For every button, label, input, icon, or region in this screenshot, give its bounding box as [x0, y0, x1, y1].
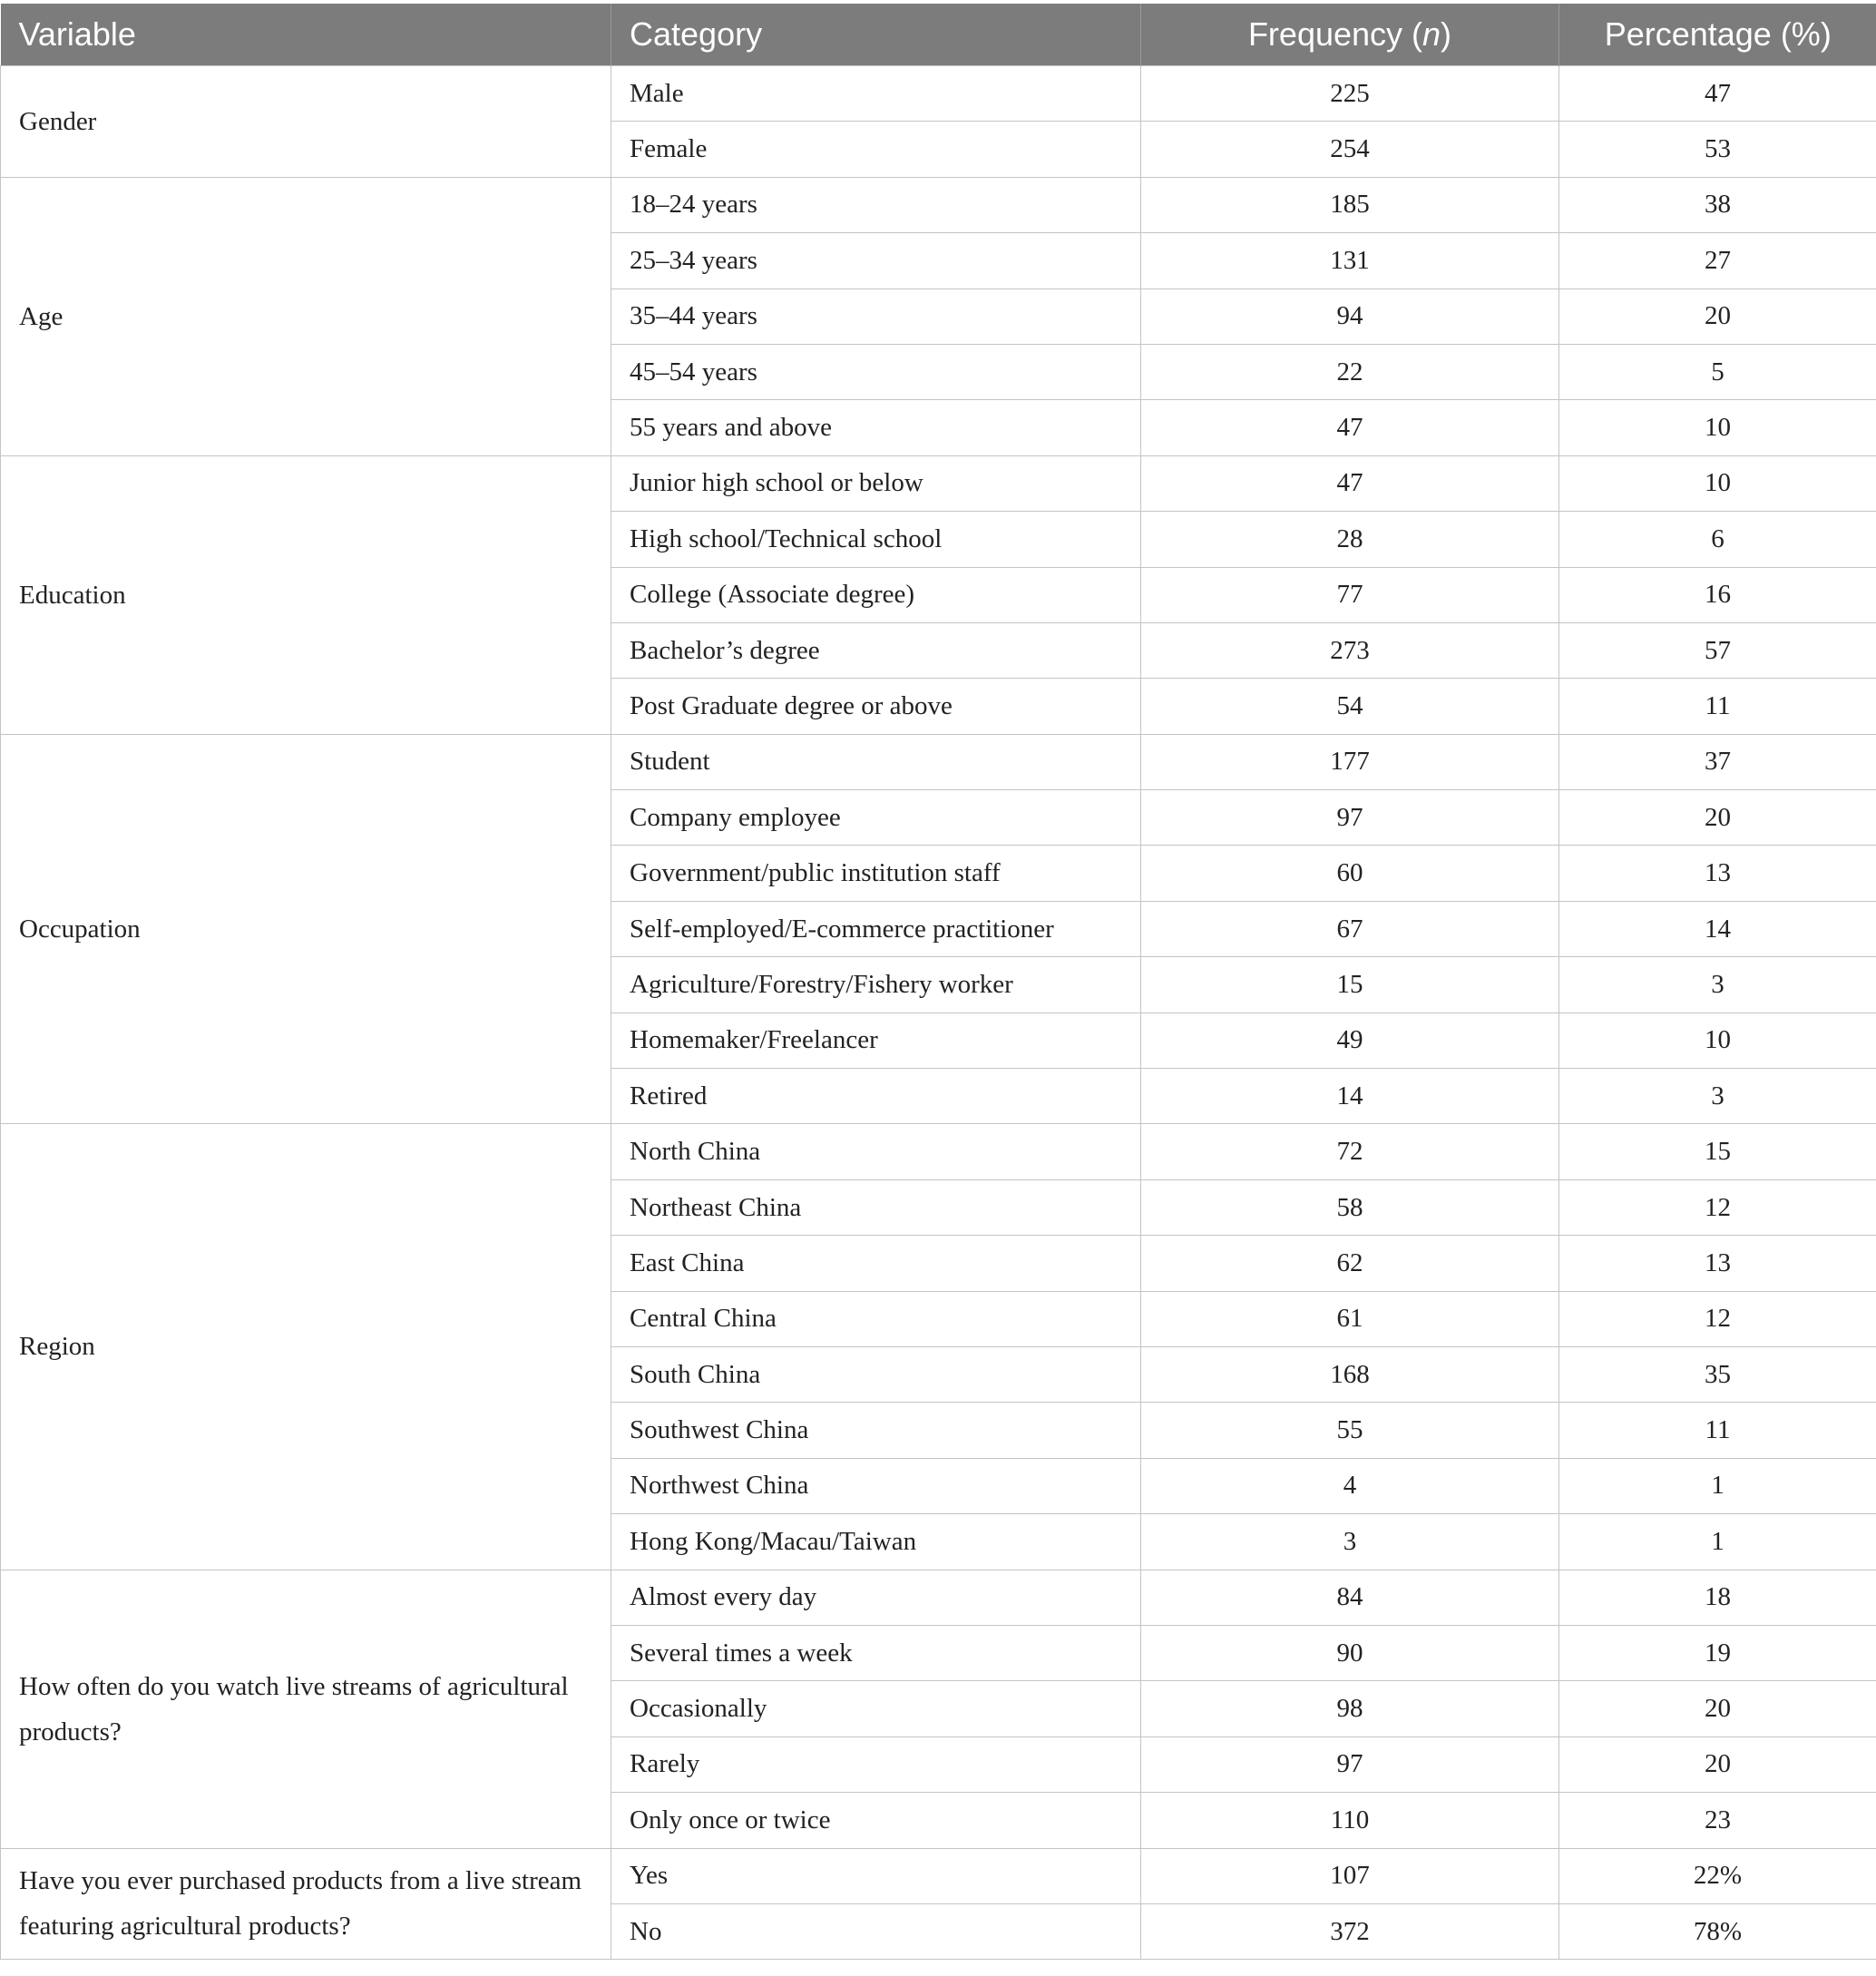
category-cell: Rarely	[611, 1736, 1141, 1792]
frequency-cell: 225	[1141, 66, 1559, 122]
category-cell: 25–34 years	[611, 233, 1141, 289]
percentage-cell: 5	[1559, 344, 1876, 399]
table-row	[1, 177, 1876, 232]
category-cell: Junior high school or below	[611, 455, 1141, 511]
category-cell: Company employee	[611, 790, 1141, 846]
header-frequency-n: n	[1422, 15, 1441, 53]
category-cell: Southwest China	[611, 1403, 1141, 1458]
category-cell: Northeast China	[611, 1179, 1141, 1235]
percentage-cell: 27	[1559, 233, 1876, 289]
variable-cell: Education	[1, 455, 611, 734]
category-cell: Several times a week	[611, 1625, 1141, 1680]
percentage-cell: 57	[1559, 622, 1876, 678]
frequency-cell: 94	[1141, 289, 1559, 344]
percentage-cell: 13	[1559, 1236, 1876, 1291]
frequency-cell: 90	[1141, 1625, 1559, 1680]
header-row	[1, 4, 1876, 66]
percentage-cell: 22%	[1559, 1848, 1876, 1903]
demographics-table-wrapper	[0, 4, 1876, 1960]
frequency-cell: 55	[1141, 1403, 1559, 1458]
category-cell: Student	[611, 734, 1141, 789]
frequency-cell: 98	[1141, 1681, 1559, 1736]
frequency-cell: 110	[1141, 1793, 1559, 1848]
percentage-cell: 3	[1559, 957, 1876, 1012]
frequency-cell: 4	[1141, 1458, 1559, 1513]
header-frequency	[1141, 4, 1559, 66]
percentage-cell: 1	[1559, 1458, 1876, 1513]
table-header	[1, 4, 1876, 66]
category-cell: 35–44 years	[611, 289, 1141, 344]
variable-cell: Have you ever purchased products from a live stream featuring agricultural products?	[1, 1848, 611, 1960]
category-cell: 45–54 years	[611, 344, 1141, 399]
frequency-cell: 84	[1141, 1570, 1559, 1625]
frequency-cell: 72	[1141, 1124, 1559, 1179]
table-row	[1, 66, 1876, 122]
percentage-cell: 78%	[1559, 1903, 1876, 1959]
percentage-cell: 10	[1559, 1012, 1876, 1068]
variable-cell: Region	[1, 1124, 611, 1570]
frequency-cell: 14	[1141, 1069, 1559, 1124]
variable-cell: How often do you watch live streams of agricultural products?	[1, 1570, 611, 1848]
percentage-cell: 38	[1559, 177, 1876, 232]
category-cell: Northwest China	[611, 1458, 1141, 1513]
category-cell: North China	[611, 1124, 1141, 1179]
frequency-cell: 28	[1141, 512, 1559, 567]
frequency-cell: 372	[1141, 1903, 1559, 1959]
table-row	[1, 1570, 1876, 1625]
frequency-cell: 168	[1141, 1346, 1559, 1402]
table-body	[1, 66, 1876, 1960]
variable-cell: Age	[1, 177, 611, 455]
percentage-cell: 23	[1559, 1793, 1876, 1848]
category-cell: Almost every day	[611, 1570, 1141, 1625]
header-frequency-prefix: Frequency (	[1247, 15, 1423, 53]
frequency-cell: 107	[1141, 1848, 1559, 1903]
frequency-cell: 22	[1141, 344, 1559, 399]
percentage-cell: 15	[1559, 1124, 1876, 1179]
frequency-cell: 97	[1141, 790, 1559, 846]
frequency-cell: 62	[1141, 1236, 1559, 1291]
frequency-cell: 15	[1141, 957, 1559, 1012]
demographics-table	[0, 4, 1876, 1960]
percentage-cell: 10	[1559, 455, 1876, 511]
category-cell: High school/Technical school	[611, 512, 1141, 567]
percentage-cell: 35	[1559, 1346, 1876, 1402]
percentage-cell: 20	[1559, 790, 1876, 846]
frequency-cell: 3	[1141, 1514, 1559, 1570]
percentage-cell: 12	[1559, 1291, 1876, 1346]
table-row	[1, 1124, 1876, 1179]
frequency-cell: 49	[1141, 1012, 1559, 1068]
header-category: Category	[611, 4, 1141, 66]
percentage-cell: 1	[1559, 1514, 1876, 1570]
category-cell: College (Associate degree)	[611, 567, 1141, 622]
category-cell: Central China	[611, 1291, 1141, 1346]
frequency-cell: 185	[1141, 177, 1559, 232]
category-cell: No	[611, 1903, 1141, 1959]
percentage-cell: 20	[1559, 1681, 1876, 1736]
percentage-cell: 11	[1559, 679, 1876, 734]
category-cell: Only once or twice	[611, 1793, 1141, 1848]
category-cell: South China	[611, 1346, 1141, 1402]
category-cell: Homemaker/Freelancer	[611, 1012, 1141, 1068]
category-cell: Retired	[611, 1069, 1141, 1124]
percentage-cell: 19	[1559, 1625, 1876, 1680]
percentage-cell: 18	[1559, 1570, 1876, 1625]
frequency-cell: 67	[1141, 901, 1559, 956]
variable-cell: Occupation	[1, 734, 611, 1124]
percentage-cell: 53	[1559, 122, 1876, 177]
percentage-cell: 11	[1559, 1403, 1876, 1458]
frequency-cell: 131	[1141, 233, 1559, 289]
category-cell: Hong Kong/Macau/Taiwan	[611, 1514, 1141, 1570]
frequency-cell: 60	[1141, 846, 1559, 901]
header-percentage: Percentage (%)	[1559, 4, 1876, 66]
percentage-cell: 3	[1559, 1069, 1876, 1124]
table-row	[1, 1848, 1876, 1903]
frequency-cell: 58	[1141, 1179, 1559, 1235]
category-cell: Male	[611, 66, 1141, 122]
percentage-cell: 16	[1559, 567, 1876, 622]
category-cell: Occasionally	[611, 1681, 1141, 1736]
category-cell: Yes	[611, 1848, 1141, 1903]
percentage-cell: 14	[1559, 901, 1876, 956]
percentage-cell: 47	[1559, 66, 1876, 122]
variable-cell: Gender	[1, 66, 611, 178]
percentage-cell: 20	[1559, 289, 1876, 344]
frequency-cell: 77	[1141, 567, 1559, 622]
percentage-cell: 20	[1559, 1736, 1876, 1792]
frequency-cell: 47	[1141, 455, 1559, 511]
category-cell: East China	[611, 1236, 1141, 1291]
header-frequency-suffix: )	[1441, 15, 1452, 53]
header-variable: Variable	[1, 4, 611, 66]
frequency-cell: 47	[1141, 400, 1559, 455]
frequency-cell: 97	[1141, 1736, 1559, 1792]
percentage-cell: 37	[1559, 734, 1876, 789]
category-cell: Government/public institution staff	[611, 846, 1141, 901]
category-cell: Agriculture/Forestry/Fishery worker	[611, 957, 1141, 1012]
frequency-cell: 254	[1141, 122, 1559, 177]
table-row	[1, 734, 1876, 789]
category-cell: Post Graduate degree or above	[611, 679, 1141, 734]
category-cell: Bachelor’s degree	[611, 622, 1141, 678]
category-cell: 18–24 years	[611, 177, 1141, 232]
percentage-cell: 13	[1559, 846, 1876, 901]
category-cell: Female	[611, 122, 1141, 177]
percentage-cell: 12	[1559, 1179, 1876, 1235]
percentage-cell: 6	[1559, 512, 1876, 567]
category-cell: 55 years and above	[611, 400, 1141, 455]
frequency-cell: 61	[1141, 1291, 1559, 1346]
percentage-cell: 10	[1559, 400, 1876, 455]
table-row	[1, 455, 1876, 511]
frequency-cell: 54	[1141, 679, 1559, 734]
frequency-cell: 177	[1141, 734, 1559, 789]
frequency-cell: 273	[1141, 622, 1559, 678]
category-cell: Self-employed/E-commerce practitioner	[611, 901, 1141, 956]
